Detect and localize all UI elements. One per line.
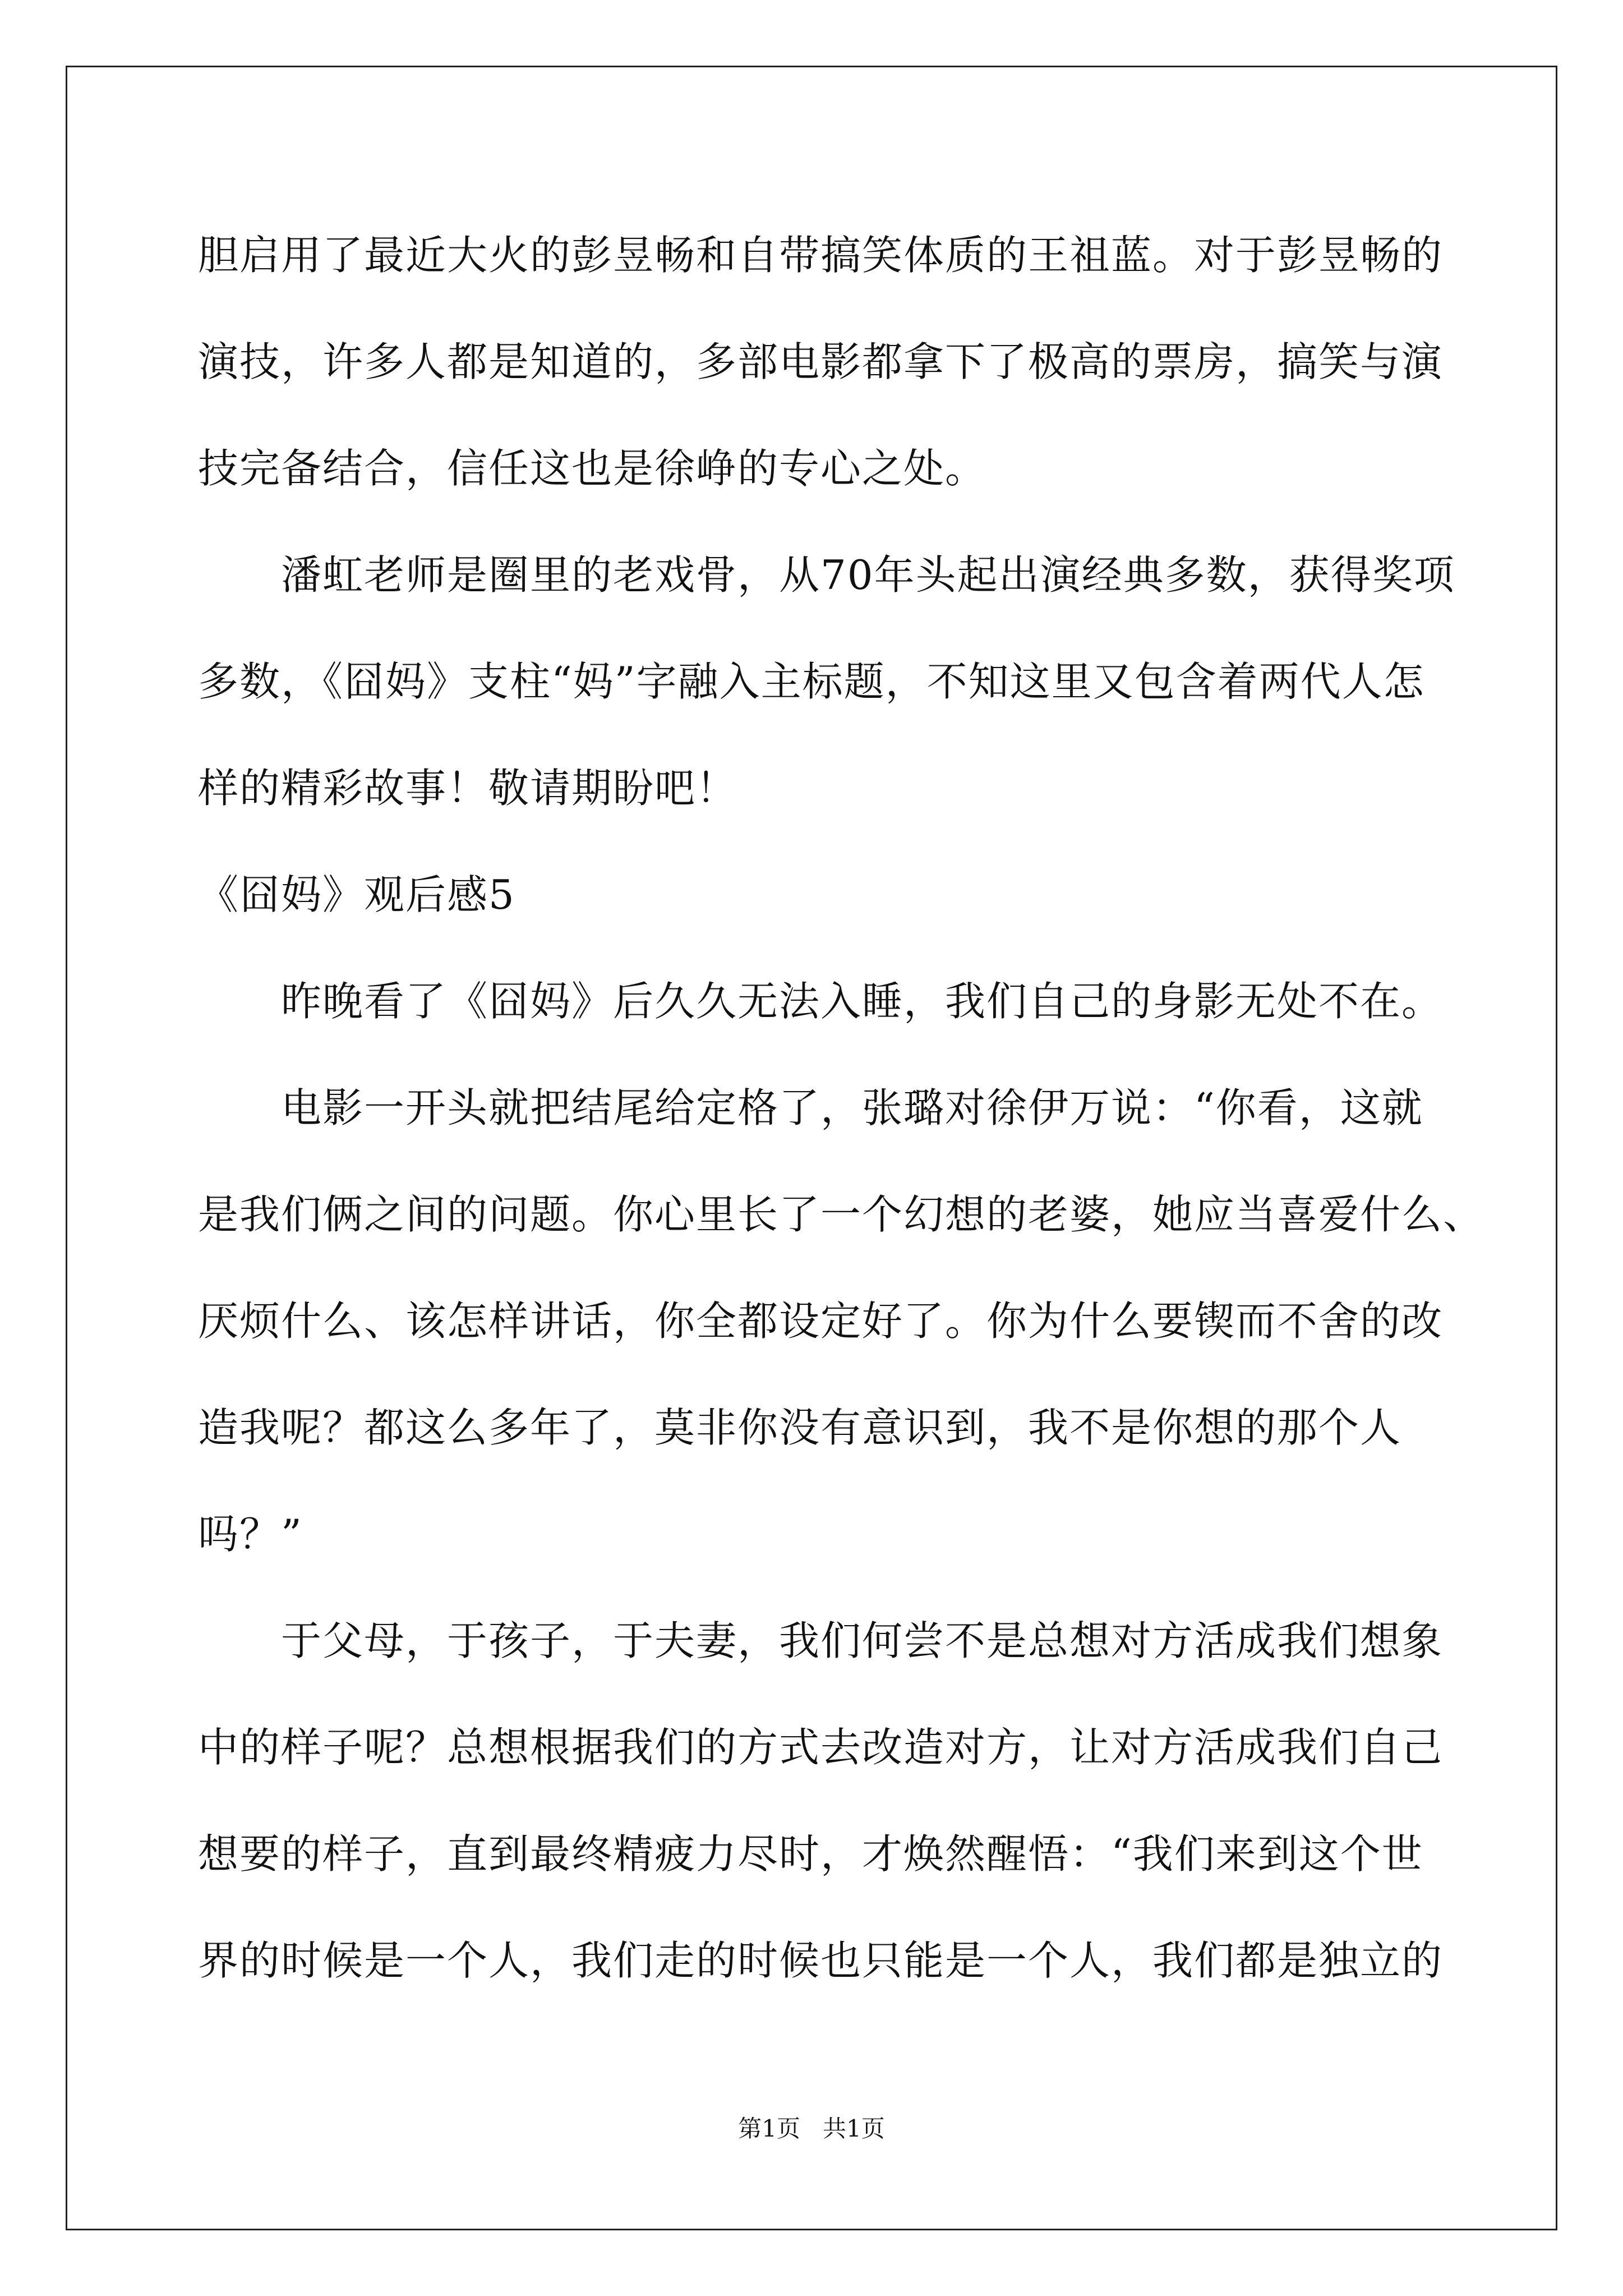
document-body	[198, 202, 1488, 2014]
page-footer: 第1页 共1页	[738, 2115, 885, 2142]
text-line: 于父母，于孩子，于夫妻，我们何尝不是总想对方活成我们想象	[198, 1617, 1444, 1664]
text-line: 多数，《囧妈》支柱“妈”字融入主标题，不知这里又包含着两代人怎	[198, 658, 1425, 705]
text-line: 界的时候是一个人，我们走的时候也只能是一个人，我们都是独立的	[198, 1937, 1444, 1984]
text-line: 昨晚看了《囧妈》后久久无法入睡，我们自己的身影无处不在。	[198, 978, 1444, 1025]
section-heading: 《囧妈》观后感5	[198, 871, 515, 918]
text-line: 演技，许多人都是知道的，多部电影都拿下了极高的票房，搞笑与演	[198, 338, 1444, 385]
text-line: 中的样子呢？总想根据我们的方式去改造对方，让对方活成我们自己	[198, 1724, 1444, 1771]
text-line: 想要的样子，直到最终精疲力尽时，才焕然醒悟：“我们来到这个世	[198, 1830, 1423, 1878]
text-line: 是我们俩之间的问题。你心里长了一个幻想的老婆，她应当喜爱什么、	[198, 1191, 1485, 1238]
text-line: 造我呢？都这么多年了，莫非你没有意识到，我不是你想的那个人	[198, 1404, 1402, 1451]
text-line: 潘虹老师是圈里的老戏骨，从70年头起出演经典多数，获得奖项	[198, 551, 1455, 599]
text-line: 胆启用了最近大火的彭昱畅和自带搞笑体质的王祖蓝。对于彭昱畅的	[198, 232, 1444, 279]
text-line: 技完备结合，信任这也是徐峥的专心之处。	[198, 445, 987, 492]
text-line: 电影一开头就把结尾给定格了，张璐对徐伊万说：“你看，这就	[198, 1084, 1423, 1131]
text-line: 样的精彩故事！敬请期盼吧！	[198, 765, 738, 812]
text-line: 吗？”	[198, 1511, 303, 1558]
text-line: 厌烦什么、该怎样讲话，你全都设定好了。你为什么要锲而不舍的改	[198, 1297, 1444, 1345]
